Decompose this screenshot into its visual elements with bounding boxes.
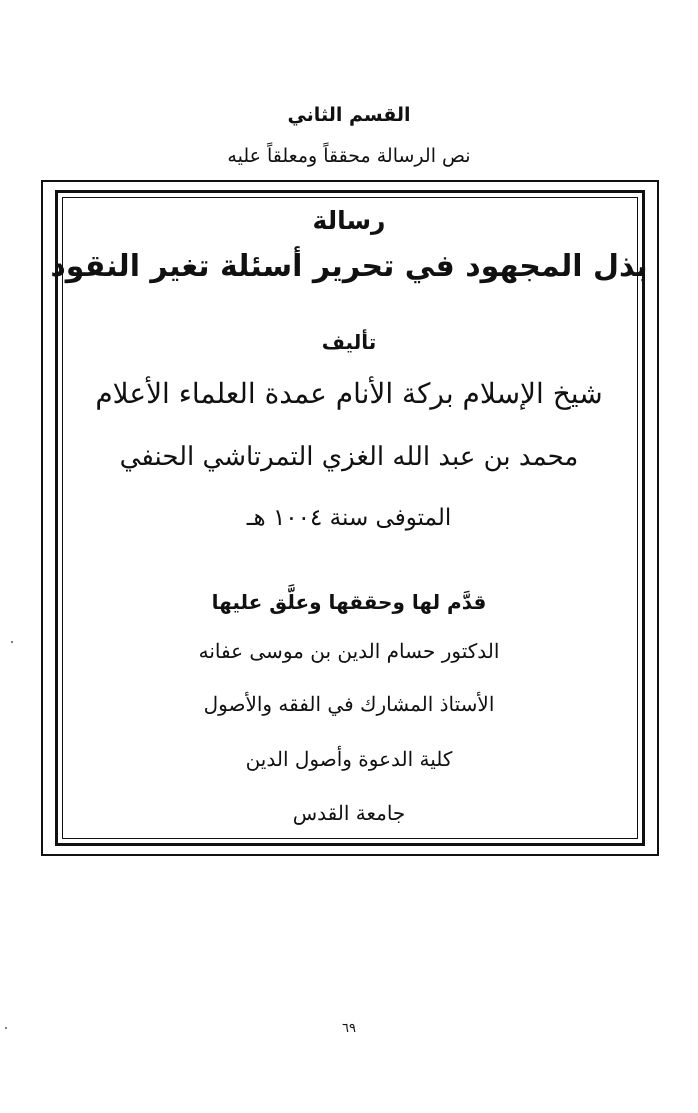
section-subheading: نص الرسالة محققاً ومعلقاً عليه <box>227 145 471 167</box>
editor-intro-label: قدَّم لها وحققها وعلَّق عليها <box>211 590 487 614</box>
section-heading: القسم الثاني <box>287 104 411 126</box>
author-honorific: شيخ الإسلام بركة الأنام عمدة العلماء الأعلام <box>95 377 603 410</box>
author-name: محمد بن عبد الله الغزي التمرتاشي الحنفي <box>119 442 579 472</box>
editor-name: الدكتور حسام الدين بن موسى عفانه <box>198 639 500 663</box>
page-number: ٦٩ <box>342 1021 356 1036</box>
authored-by-label: تأليف <box>321 330 377 354</box>
scan-speck <box>5 1027 7 1029</box>
editor-faculty: كلية الدعوة وأصول الدين <box>245 747 453 771</box>
editor-university: جامعة القدس <box>292 801 406 825</box>
editor-position: الأستاذ المشارك في الفقه والأصول <box>203 692 495 716</box>
book-title: بذل المجهود في تحرير أسئلة تغير النقود <box>50 249 648 284</box>
author-death-year: المتوفى سنة ١٠٠٤ هـ <box>246 505 452 531</box>
scan-speck <box>11 641 13 643</box>
risala-label: رسالة <box>312 206 386 235</box>
